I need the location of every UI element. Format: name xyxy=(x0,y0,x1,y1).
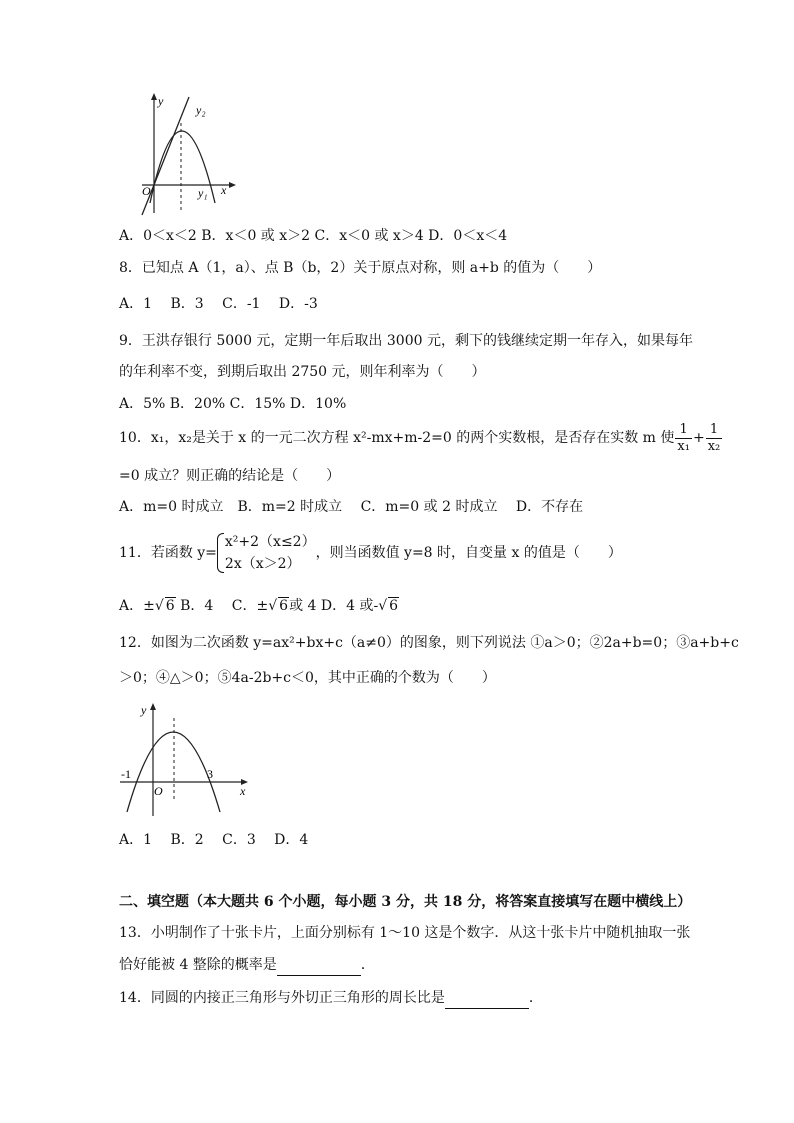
q10-fraction-1 xyxy=(675,422,692,455)
q14-stem xyxy=(119,988,543,1009)
q8-stem: 8．已知点 A（1，a）、点 B（b，2）关于原点对称，则 a+b 的值为（ ） xyxy=(119,260,602,276)
left-root-label: -1 xyxy=(121,767,131,781)
q10-fraction-2 xyxy=(706,422,723,455)
q13-stem-line2-suffix: ． xyxy=(360,957,375,973)
q10-frac1-denominator: x₁ xyxy=(677,438,690,454)
q13-stem-line1: 13．小明制作了十张卡片，上面分别标有 1～10 这是个数字．从这十张卡片中随机抽取一张 xyxy=(119,925,691,941)
q10-frac1-numerator: 1 xyxy=(675,422,692,439)
x-axis-label: x xyxy=(240,784,246,798)
q11-opt-a-prefix: A．± xyxy=(119,598,155,614)
q11-stem-prefix: 11．若函数 y= xyxy=(119,545,217,561)
q10-options: A．m=0 时成立 B．m=2 时成立 C．m=0 或 2 时成立 D．不存在 xyxy=(119,499,584,515)
q14-answer-blank[interactable] xyxy=(445,988,529,1009)
q14-stem-suffix: ． xyxy=(528,990,543,1006)
q11-case-1: x²+2（x≤2） xyxy=(224,534,316,550)
q10-stem-part1: 10．x₁，x₂是关于 x 的一元二次方程 x²-mx+m-2=0 的两个实数根，是否存在实数 m 使 xyxy=(119,430,675,446)
y-axis-arrow xyxy=(151,93,157,100)
q12-stem-line1: 12．如图为二次函数 y=ax²+bx+c（a≠0）的图象，则下列说法 ①a＞0；②2a+b=0；③a+b+c xyxy=(119,635,739,651)
y-axis-label: y xyxy=(158,94,164,108)
q12-options: A．1 B．2 C．3 D．4 xyxy=(119,832,309,848)
q10-stem-line1 xyxy=(119,420,723,456)
q7-options: A．0＜x＜2 B．x＜0 或 x＞2 C．x＜0 或 x＞4 D．0＜x＜4 xyxy=(119,228,508,244)
x-axis-arrow xyxy=(229,182,236,188)
q11-case-2: 2x（x＞2） xyxy=(224,556,301,572)
section-2-title: 二、填空题（本大题共 6 个小题，每小题 3 分，共 18 分，将答案直接填写在题中横线上） xyxy=(119,894,692,910)
q11-opt-c-suffix: 或 4 D．4 或- xyxy=(289,598,379,614)
x-axis-label: x xyxy=(221,183,227,197)
q13-stem-line2 xyxy=(119,955,375,976)
q10-frac2-numerator: 1 xyxy=(706,422,723,439)
figure-1-graph xyxy=(140,93,240,218)
q11-stem-suffix: ，则当函数值 y=8 时，自变量 x 的值是（ ） xyxy=(315,545,622,561)
q9-options: A．5% B．20% C．15% D．10% xyxy=(119,396,347,412)
q9-stem-line2: 的年利率不变，到期后取出 2750 元，则年利率为（ ） xyxy=(119,364,486,380)
q11-opt-b: B．4 C．± xyxy=(175,598,269,614)
y1-label: y₁ xyxy=(198,186,208,200)
q12-stem-line2: ＞0；④△＞0；⑤4a-2b+c＜0，其中正确的个数为（ ） xyxy=(119,670,496,686)
q11-opt-d-radicand: 6 xyxy=(389,598,399,614)
q10-stem-line2: =0 成立？则正确的结论是（ ） xyxy=(119,468,341,484)
y-axis-label: y xyxy=(141,703,147,717)
q13-answer-blank[interactable] xyxy=(277,955,361,976)
origin-label: O xyxy=(154,784,163,798)
q10-plus: + xyxy=(692,430,705,446)
q13-stem-line2-prefix: 恰好能被 4 整除的概率是 xyxy=(119,957,277,973)
q11-options xyxy=(119,596,399,616)
q11-opt-a-radicand: 6 xyxy=(165,598,175,614)
origin-label: O xyxy=(142,184,151,198)
q11-opt-c-radicand: 6 xyxy=(279,598,289,614)
figure-2-graph xyxy=(118,700,253,818)
q9-stem-line1: 9．王洪存银行 5000 元，定期一年后取出 3000 元，剩下的钱继续定期一年存入，如果每年 xyxy=(119,333,693,349)
q11-stem xyxy=(119,528,622,578)
q8-options: A．1 B．3 C．-1 D．-3 xyxy=(119,296,318,312)
y-axis-arrow xyxy=(150,703,156,710)
q11-piecewise xyxy=(217,531,316,575)
q14-stem-prefix: 14．同圆的内接正三角形与外切正三角形的周长比是 xyxy=(119,990,445,1006)
sqrt-icon: √ xyxy=(378,598,388,614)
y2-label: y₂ xyxy=(196,103,206,117)
sqrt-icon: √ xyxy=(154,598,164,614)
q10-frac2-denominator: x₂ xyxy=(707,438,721,454)
sqrt-icon: √ xyxy=(268,598,278,614)
right-root-label: 3 xyxy=(207,767,213,781)
